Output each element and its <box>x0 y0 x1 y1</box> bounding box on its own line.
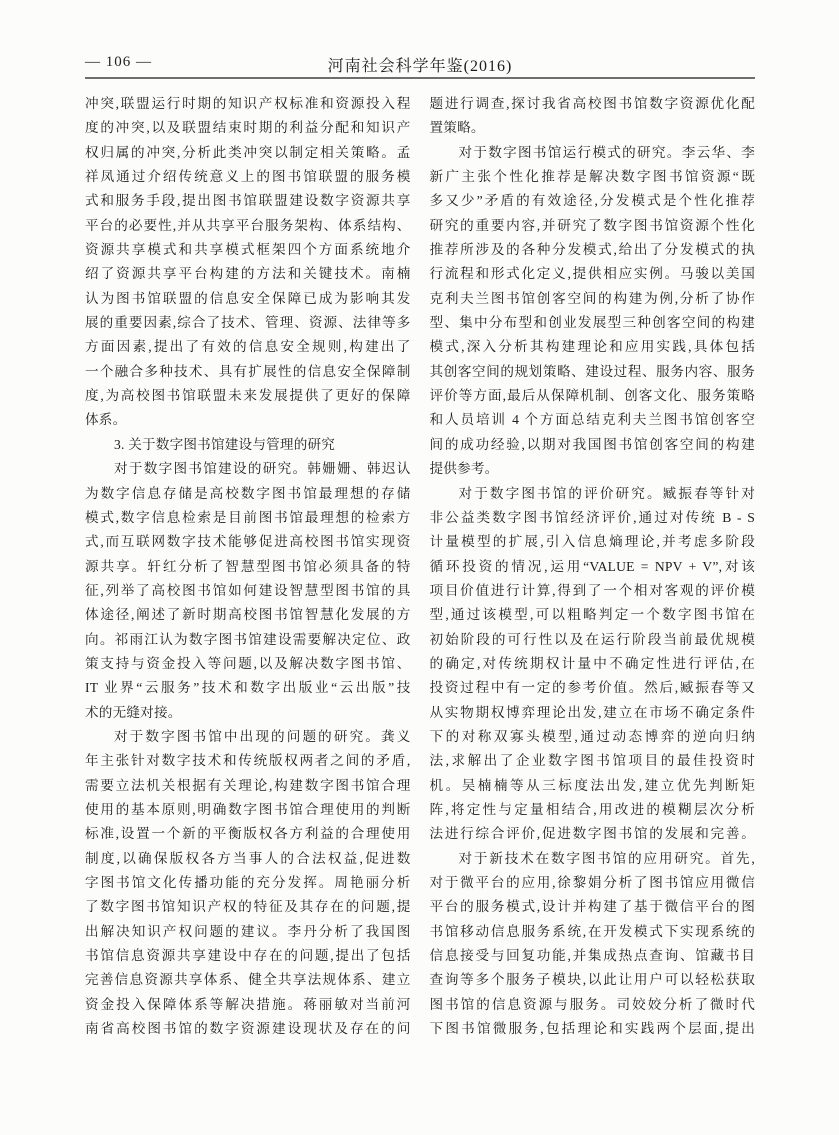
text-line: 投资过程中有一定的参考价值。然后,臧振春等又 <box>429 680 755 696</box>
text-line: 资金投入保障体系等解决措施。蒋丽敏对当前河 <box>85 996 411 1012</box>
text-body <box>85 92 755 1041</box>
text-line: 推荐所涉及的各种分发模式,给出了分发模式的执 <box>429 242 755 258</box>
text-line: 克利夫兰图书馆创客空间的构建为例,分析了协作 <box>429 290 755 306</box>
text-line: 对于数字图书馆中出现的问题的研究。龚义 <box>114 728 411 744</box>
text-line: 式,而互联网数字技术能够促进高校图书馆实现资 <box>85 534 411 550</box>
column-right <box>430 92 756 1041</box>
text-line: 标准,设置一个新的平衡版权各方利益的合理使用 <box>85 826 411 842</box>
text-line: 法进行综合评价,促进数字图书馆的发展和完善。 <box>429 826 755 842</box>
text-line: 多又少”矛盾的有效途径,分发模式是个性化推荐 <box>429 193 755 209</box>
text-line: 信息接受与回复功能,并集成热点查询、馆藏书目 <box>429 948 755 964</box>
text-line: 了数字图书馆知识产权的特征及其存在的问题,提 <box>85 899 411 915</box>
text-line: 策支持与资金投入等问题,以及解决数字图书馆、 <box>85 655 411 671</box>
text-line: 年主张针对数字技术和传统版权两者之间的矛盾, <box>85 753 411 769</box>
page-title: 河南社会科学年鉴(2016) <box>327 58 513 75</box>
text-line: 从实物期权博弈理论出发,建立在市场不确定条件 <box>429 704 755 720</box>
text-line: 度,为高校图书馆联盟未来发展提供了更好的保障 <box>85 388 411 404</box>
text-line: 资源共享模式和共享模式框架四个方面系统地介 <box>85 242 411 258</box>
text-line: 冲突,联盟运行时期的知识产权标准和资源投入程 <box>85 96 411 111</box>
header-divider <box>85 77 755 79</box>
text-line: 型,通过该模型,可以粗略判定一个数字图书馆在 <box>429 607 755 623</box>
text-line: 体系。 <box>85 412 127 428</box>
text-line: 祥凤通过介绍传统意义上的图书馆联盟的服务模 <box>85 169 411 185</box>
text-line: 模式,深入分析其构建理论和应用实践,具体包括 <box>429 339 755 355</box>
text-line: 其创客空间的规划策略、建设过程、服务内容、服务 <box>429 363 755 379</box>
text-line: 循环投资的情况,运用“VALUE = NPV + V”,对该 <box>429 558 755 574</box>
text-line: 对于新技术在数字图书馆的应用研究。首先, <box>458 850 755 866</box>
text-line: 对于数字图书馆建设的研究。韩姗姗、韩迟认 <box>114 461 411 477</box>
text-line: 字图书馆文化传播功能的充分发挥。周艳丽分析 <box>85 875 411 890</box>
text-line: 图书馆的信息资源与服务。司姣姣分析了微时代 <box>429 996 755 1012</box>
text-line: 平台的必要性,并从共享平台服务架构、体系结构、 <box>85 217 411 233</box>
text-line: 权归属的冲突,分析此类冲突以制定相关策略。孟 <box>85 144 411 160</box>
text-line: 书馆移动信息服务系统,在开发模式下实现系统的 <box>429 923 755 939</box>
text-line: 下的对称双寡头模型,通过动态博弈的逆向归纳 <box>429 728 755 744</box>
text-line: 式和服务手段,提出图书馆联盟建设数字资源共享 <box>85 193 411 209</box>
text-line: 术的无缝对接。 <box>85 704 182 720</box>
page-number: — 106 — <box>85 54 152 70</box>
text-line: 对于微平台的应用,徐黎娟分析了图书馆应用微信 <box>429 875 755 890</box>
text-line: 书馆信息资源共享建设中存在的问题,提出了包括 <box>85 948 411 964</box>
text-line: 南省高校图书馆的数字资源建设现状及存在的问 <box>85 1021 411 1037</box>
text-line: 征,列举了高校图书馆如何建设智慧型图书馆的具 <box>85 582 411 598</box>
text-line: 向。祁雨江认为数字图书馆建设需要解决定位、政 <box>85 631 411 647</box>
text-line: 一个融合多种技术、具有扩展性的信息安全保障制 <box>85 363 411 379</box>
text-line: 完善信息资源共享体系、健全共享法规体系、建立 <box>85 972 411 988</box>
text-line: 研究的重要内容,并研究了数字图书馆资源个性化 <box>429 217 755 233</box>
text-line: 型、集中分布型和创业发展型三种创客空间的构建 <box>429 315 755 331</box>
text-line: 下图书馆微服务,包括理论和实践两个层面,提出 <box>429 1021 755 1037</box>
text-line: 度的冲突,以及联盟结束时期的利益分配和知识产 <box>85 120 411 136</box>
text-line: 绍了资源共享平台构建的方法和关键技术。南楠 <box>85 266 411 282</box>
page-header <box>85 50 755 78</box>
text-line: 法,求解出了企业数字图书馆项目的最佳投资时 <box>429 753 755 769</box>
text-line: 非公益类数字图书馆经济评价,通过对传统 B - S <box>429 509 755 525</box>
text-line: 项目价值进行计算,得到了一个相对客观的评价模 <box>429 582 755 598</box>
text-line: 对于数字图书馆的评价研究。臧振春等针对 <box>458 485 755 501</box>
text-line: 间的成功经验,以期对我国图书馆创客空间的构建 <box>429 436 755 452</box>
text-line: 提供参考。 <box>429 461 499 477</box>
text-line: IT 业界“云服务”技术和数字出版业“云出版”技 <box>85 680 411 696</box>
text-line: 阵,将定性与定量相结合,用改进的模糊层次分析 <box>429 801 755 817</box>
text-line: 为数字信息存储是高校数字图书馆最理想的存储 <box>85 485 411 501</box>
text-line: 方面因素,提出了有效的信息安全规则,构建出了 <box>85 339 411 355</box>
text-line: 模式,数字信息检索是目前图书馆最理想的检索方 <box>85 509 411 525</box>
text-line: 对于数字图书馆运行模式的研究。李云华、李 <box>458 144 755 160</box>
text-line: 查询等多个服务子模块,以此让用户可以轻松获取 <box>429 972 755 988</box>
text-line: 和人员培训 4 个方面总结克利夫兰图书馆创客空 <box>429 412 755 428</box>
text-line: 需要立法机关根据有关理论,构建数字图书馆合理 <box>85 777 411 793</box>
text-line: 出解决知识产权问题的建议。李丹分析了我国图 <box>85 923 411 939</box>
text-line: 新广主张个性化推荐是解决数字图书馆资源“既 <box>429 169 755 185</box>
text-line: 展的重要因素,综合了技术、管理、资源、法律等多 <box>85 315 411 331</box>
text-line: 题进行调查,探讨我省高校图书馆数字资源优化配 <box>429 96 755 111</box>
text-line: 计量模型的扩展,引入信息熵理论,并考虑多阶段 <box>429 534 755 550</box>
text-line: 初始阶段的可行性以及在运行阶段当前最优规模 <box>429 631 755 647</box>
column-left <box>85 92 411 1041</box>
text-line: 的确定,对传统期权计量中不确定性进行评估,在 <box>429 655 755 671</box>
text-line: 行流程和形式化定义,提供相应实例。马骏以美国 <box>429 266 755 282</box>
text-line: 平台的服务模式,设计并构建了基于微信平台的图 <box>429 899 755 915</box>
text-line: 认为图书馆联盟的信息安全保障已成为影响其发 <box>85 290 411 306</box>
text-line: 体途径,阐述了新时期高校图书馆智慧化发展的方 <box>85 607 411 623</box>
text-line: 制度,以确保版权各方当事人的合法权益,促进数 <box>85 850 411 866</box>
text-line: 源共享。轩红分析了智慧型图书馆必须具备的特 <box>85 558 411 574</box>
text-line: 评价等方面,最后从保障机制、创客文化、服务策略 <box>429 388 755 404</box>
text-line: 3. 关于数字图书馆建设与管理的研究 <box>114 436 336 452</box>
text-line: 使用的基本原则,明确数字图书馆合理使用的判断 <box>85 801 411 817</box>
text-line: 置策略。 <box>429 120 485 136</box>
text-line: 机。吴楠楠等从三标度法出发,建立优先判断矩 <box>429 777 755 793</box>
